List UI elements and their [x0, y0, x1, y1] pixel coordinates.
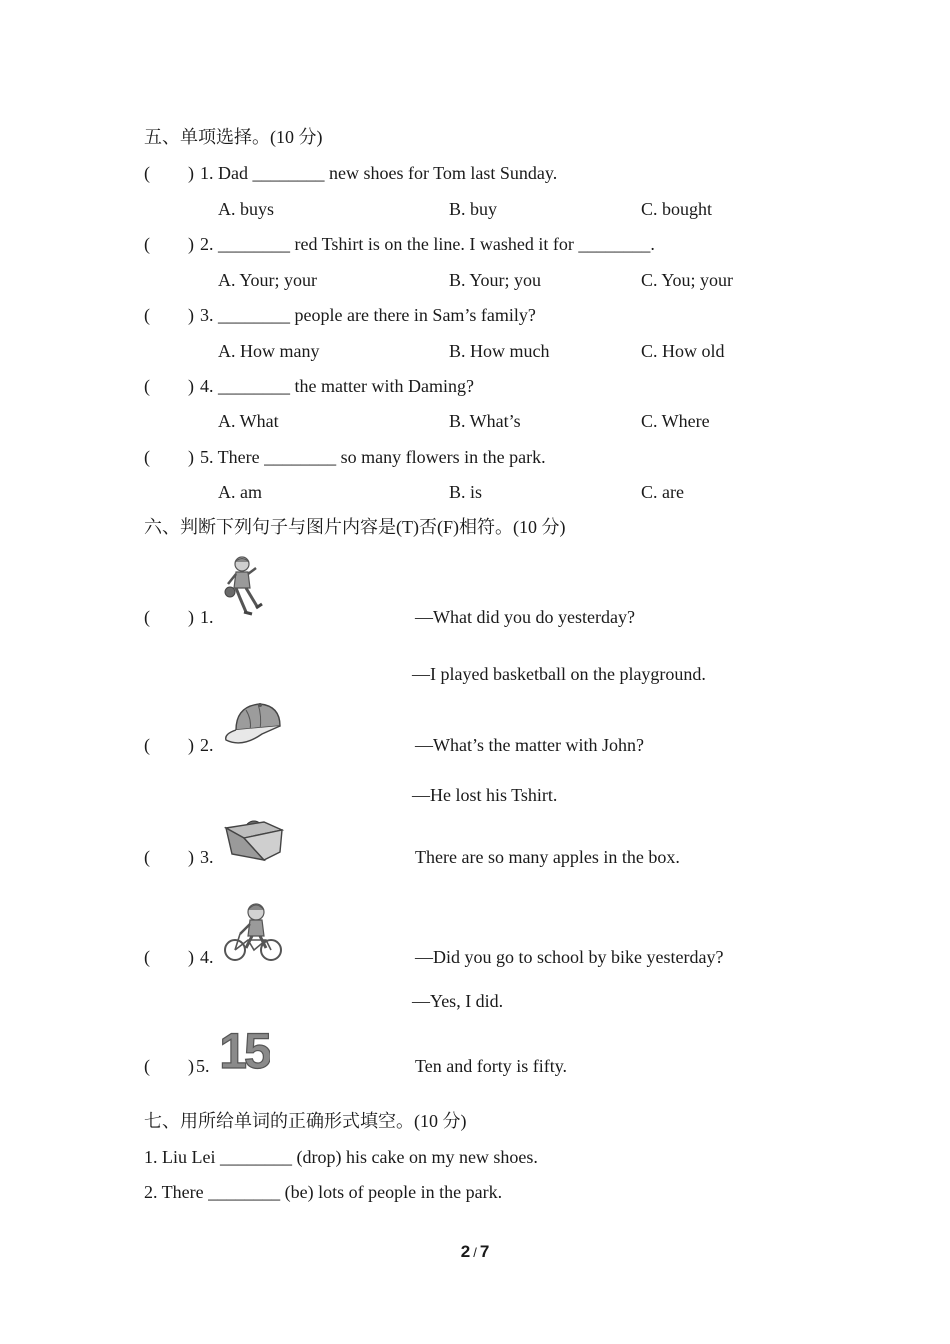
- option-c: C. How old: [641, 341, 725, 361]
- fill-blank-2: 2. There ________ (be) lots of people in the park.: [144, 1182, 503, 1202]
- question-text: 5. There ________ so many flowers in the park.: [200, 447, 546, 467]
- answer-bracket-open: (: [144, 947, 150, 967]
- question-text: 3. ________ people are there in Sam’s family?: [200, 305, 536, 325]
- number-15-picture: [218, 1020, 270, 1074]
- statement-line: There are so many apples in the box.: [415, 847, 680, 867]
- box-picture: [224, 818, 286, 864]
- answer-bracket-open: (: [144, 305, 150, 325]
- page-current: 2: [460, 1242, 471, 1261]
- option-b: B. buy: [449, 199, 498, 219]
- boy-basketball-picture: [222, 554, 266, 620]
- answer-bracket-close: ): [188, 607, 194, 627]
- answer-bracket-open: (: [144, 376, 150, 396]
- option-b: B. is: [449, 482, 483, 502]
- option-a: A. am: [218, 482, 262, 502]
- number-15-text: 15: [219, 1023, 269, 1074]
- item-number: 5.: [196, 1056, 210, 1076]
- answer-bracket-close: ): [188, 947, 194, 967]
- answer-bracket-open: (: [144, 447, 150, 467]
- item-number: 2.: [200, 735, 214, 755]
- option-a: A. How many: [218, 341, 320, 361]
- fill-blank-1: 1. Liu Lei ________ (drop) his cake on my new shoes.: [144, 1147, 538, 1167]
- answer-bracket-open: (: [144, 234, 150, 254]
- answer-bracket-open: (: [144, 607, 150, 627]
- option-a: A. buys: [218, 199, 275, 219]
- option-c: C. are: [641, 482, 684, 502]
- dialogue-line: —What did you do yesterday?: [415, 607, 635, 627]
- question-text: 4. ________ the matter with Daming?: [200, 376, 474, 396]
- option-c: C. bought: [641, 199, 713, 219]
- boy-bike-picture: [222, 900, 284, 964]
- item-number: 3.: [200, 847, 214, 867]
- section7-title: 七、用所给单词的正确形式填空。(10 分): [144, 1111, 467, 1131]
- answer-bracket-open: (: [144, 163, 150, 183]
- answer-bracket-close: ): [188, 376, 194, 396]
- cap-picture: [222, 700, 284, 750]
- answer-bracket-close: ): [188, 163, 194, 183]
- option-a: A. What: [218, 411, 279, 431]
- question-text: 1. Dad ________ new shoes for Tom last Sunday.: [200, 163, 558, 183]
- option-b: B. What’s: [449, 411, 521, 431]
- answer-bracket-open: (: [144, 1056, 150, 1076]
- dialogue-line: —Yes, I did.: [412, 991, 504, 1011]
- option-c: C. You; your: [641, 270, 734, 290]
- statement-line: Ten and forty is fifty.: [415, 1056, 568, 1076]
- answer-bracket-open: (: [144, 847, 150, 867]
- page-total: 7: [479, 1242, 490, 1261]
- dialogue-line: —He lost his Tshirt.: [412, 785, 558, 805]
- answer-bracket-close: ): [188, 847, 194, 867]
- option-c: C. Where: [641, 411, 710, 431]
- answer-bracket-close: ): [188, 1056, 194, 1076]
- answer-bracket-close: ): [188, 735, 194, 755]
- section5-title: 五、单项选择。(10 分): [144, 127, 323, 147]
- answer-bracket-close: ): [188, 234, 194, 254]
- dialogue-line: —What’s the matter with John?: [415, 735, 644, 755]
- dialogue-line: —I played basketball on the playground.: [412, 664, 706, 684]
- question-text: 2. ________ red Tshirt is on the line. I washed it for ________.: [200, 234, 655, 254]
- option-b: B. Your; you: [449, 270, 542, 290]
- page-separator: /: [473, 1245, 477, 1260]
- answer-bracket-close: ): [188, 447, 194, 467]
- dialogue-line: —Did you go to school by bike yesterday?: [415, 947, 724, 967]
- page-number: [0, 1242, 950, 1262]
- answer-bracket-open: (: [144, 735, 150, 755]
- option-b: B. How much: [449, 341, 550, 361]
- option-a: A. Your; your: [218, 270, 318, 290]
- answer-bracket-close: ): [188, 305, 194, 325]
- section6-title: 六、判断下列句子与图片内容是(T)否(F)相符。(10 分): [144, 517, 566, 537]
- item-number: 4.: [200, 947, 214, 967]
- item-number: 1.: [200, 607, 214, 627]
